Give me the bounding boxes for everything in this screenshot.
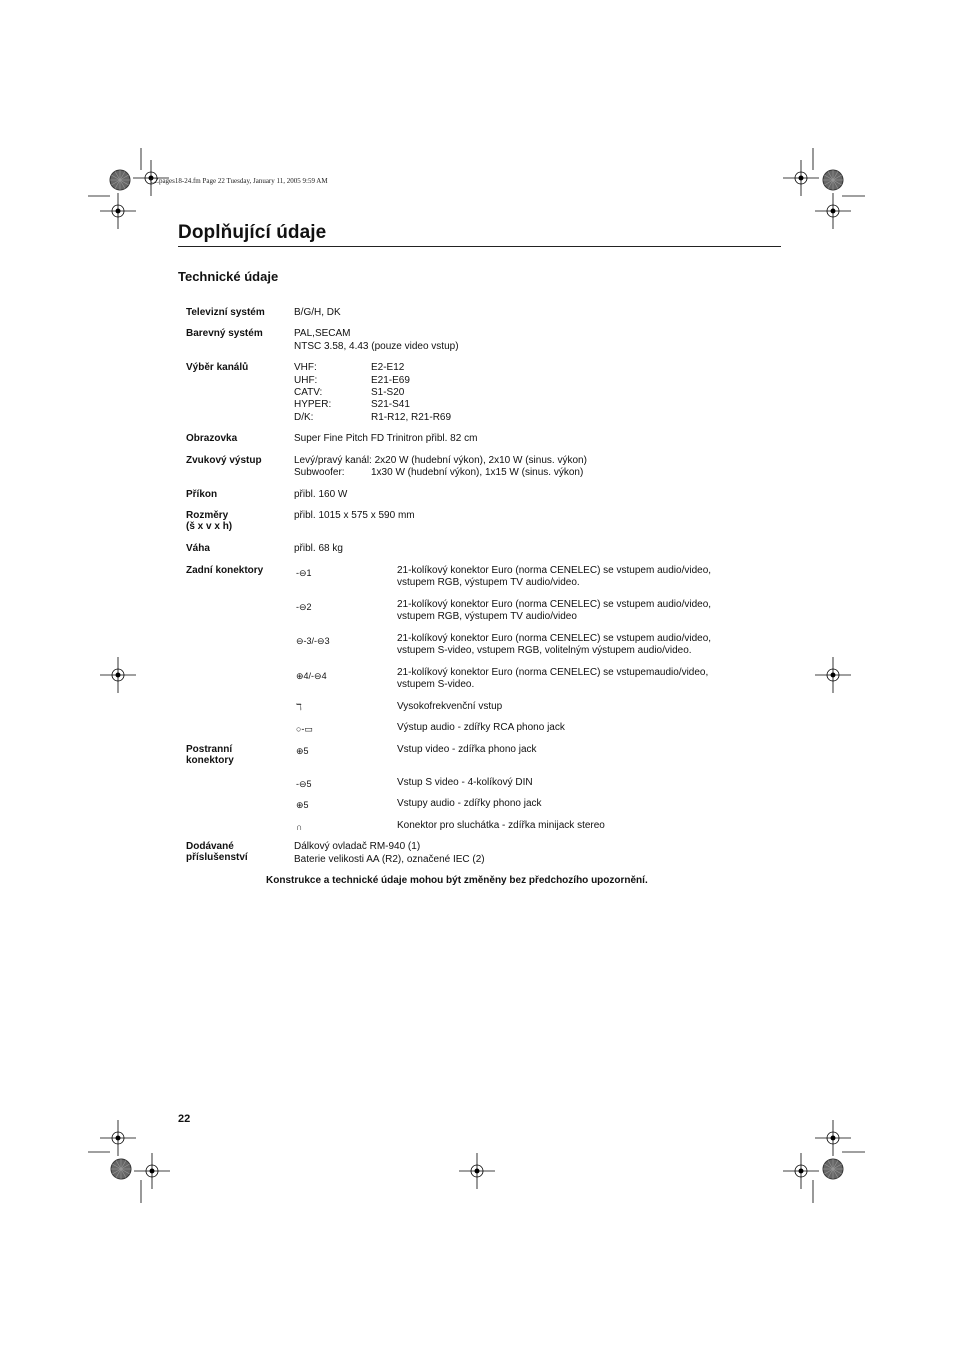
channel-range: S21-S41: [371, 399, 410, 410]
spec-value-color-system: PAL,SECAM: [294, 328, 351, 339]
antenna-icon: ℸ: [296, 702, 302, 712]
channel-band: UHF:: [294, 375, 318, 386]
channel-range: E2-E12: [371, 362, 405, 373]
spec-label-accessories: Dodávané: [186, 841, 234, 852]
audio-in-icon: ⊕5: [296, 800, 309, 810]
connector-euro-3-icon: ⊖-3/-⊖3: [296, 636, 330, 646]
spec-value-tv-system: B/G/H, DK: [294, 307, 341, 318]
channel-band: CATV:: [294, 387, 323, 398]
video-in-icon: ⊕5: [296, 746, 309, 756]
registration-mark: [116, 673, 121, 678]
channel-band: HYPER:: [294, 399, 332, 410]
spec-value-color-system: NTSC 3.58, 4.43 (pouze video vstup): [294, 341, 459, 352]
connector-desc: 21-kolíkový konektor Euro (norma CENELEC) se vstupem audio/video,: [397, 565, 712, 576]
connector-desc: vstupem RGB, výstupem TV audio/video: [397, 611, 577, 622]
channel-band: D/K:: [294, 412, 314, 423]
connector-euro-1-icon: -⊖1: [296, 568, 312, 578]
connector-desc: Konektor pro sluchátka - zdířka minijack stereo: [397, 820, 605, 831]
registration-mark: [150, 1169, 155, 1174]
connector-desc: Vstupy audio - zdířky phono jack: [397, 798, 542, 809]
channel-range: R1-R12, R21-R69: [371, 412, 452, 423]
connector-desc: 21-kolíkový konektor Euro (norma CENELEC) se vstupemaudio/video,: [397, 667, 709, 678]
spec-value-subwoofer: 1x30 W (hudební výkon), 1x15 W (sinus. výkon): [371, 467, 584, 478]
spec-label-screen: Obrazovka: [186, 433, 238, 444]
connector-desc: Vstup video - zdířka phono jack: [397, 744, 537, 755]
connector-desc: Výstup audio - zdířky RCA phono jack: [397, 722, 565, 733]
channel-band: VHF:: [294, 362, 317, 373]
spec-value-sound: Levý/pravý kanál: 2x20 W (hudební výkon), 2x10 W (sinus. výkon): [294, 455, 587, 466]
footnote: Konstrukce a technické údaje mohou být změněny bez předchozího upozornění.: [266, 875, 648, 886]
connector-desc: vstupem S-video, vstupem RGB, volitelným výstupem audio/video.: [397, 645, 692, 656]
connector-desc: 21-kolíkový konektor Euro (norma CENELEC) se vstupem audio/video,: [397, 633, 712, 644]
connector-desc: vstupem S-video.: [397, 679, 475, 690]
spec-label-sound: Zvukový výstup: [186, 455, 262, 466]
spec-label-side-connectors: Postranní: [186, 744, 233, 755]
s-video-icon: -⊖5: [296, 779, 312, 789]
page-title: Doplňující údaje: [178, 222, 327, 243]
spec-value-accessories: Baterie velikosti AA (R2), označené IEC (2): [294, 854, 485, 865]
spec-label-channels: Výběr kanálů: [186, 362, 249, 373]
spec-label-color-system: Barevný systém: [186, 328, 263, 339]
channel-range: E21-E69: [371, 375, 410, 386]
spec-value-subwoofer-label: Subwoofer:: [294, 467, 345, 478]
spec-label-accessories: příslušenství: [186, 852, 248, 863]
connector-euro-2-icon: -⊖2: [296, 602, 312, 612]
spec-label-weight: Váha: [186, 543, 210, 554]
spec-value-weight: přibl. 68 kg: [294, 543, 343, 554]
connector-desc: vstupem RGB, výstupem TV audio/video.: [397, 577, 580, 588]
connector-desc: Vysokofrekvenční vstup: [397, 701, 503, 712]
spec-value-screen: Super Fine Pitch FD Trinitron přibl. 82 cm: [294, 433, 478, 444]
registration-mark: [799, 176, 804, 181]
registration-mark: [799, 1169, 804, 1174]
spec-label-power: Příkon: [186, 489, 218, 500]
registration-mark: [116, 209, 121, 214]
audio-out-icon: ○-▭: [296, 724, 313, 734]
registration-mark: [116, 1136, 121, 1141]
title-rule: [178, 246, 781, 247]
registration-mark: [831, 1136, 836, 1141]
connector-desc: Vstup S video - 4-kolíkový DIN: [397, 777, 533, 788]
registration-mark: [831, 209, 836, 214]
spec-value-power: přibl. 160 W: [294, 489, 348, 500]
channel-range: S1-S20: [371, 387, 405, 398]
registration-mark: [475, 1169, 480, 1174]
headphones-icon: ∩: [296, 822, 303, 832]
spec-label-side-connectors: konektory: [186, 755, 234, 766]
spec-label-dimensions: Rozměry: [186, 510, 229, 521]
spec-label-dimensions: (š x v x h): [186, 521, 233, 532]
spec-value-accessories: Dálkový ovladač RM-940 (1): [294, 841, 421, 852]
spec-value-dimensions: přibl. 1015 x 575 x 590 mm: [294, 510, 415, 521]
connector-euro-4-icon: ⊕4/-⊖4: [296, 671, 327, 681]
section-heading: Technické údaje: [178, 269, 279, 284]
registration-mark: [831, 673, 836, 678]
print-header: CZpages18-24.fm Page 22 Tuesday, January 11, 2005 9:59 AM: [150, 177, 328, 185]
spec-label-rear-connectors: Zadní konektory: [186, 565, 264, 576]
spec-label-tv-system: Televizní systém: [186, 307, 265, 318]
connector-desc: 21-kolíkový konektor Euro (norma CENELEC) se vstupem audio/video,: [397, 599, 712, 610]
page-number: 22: [178, 1113, 191, 1125]
